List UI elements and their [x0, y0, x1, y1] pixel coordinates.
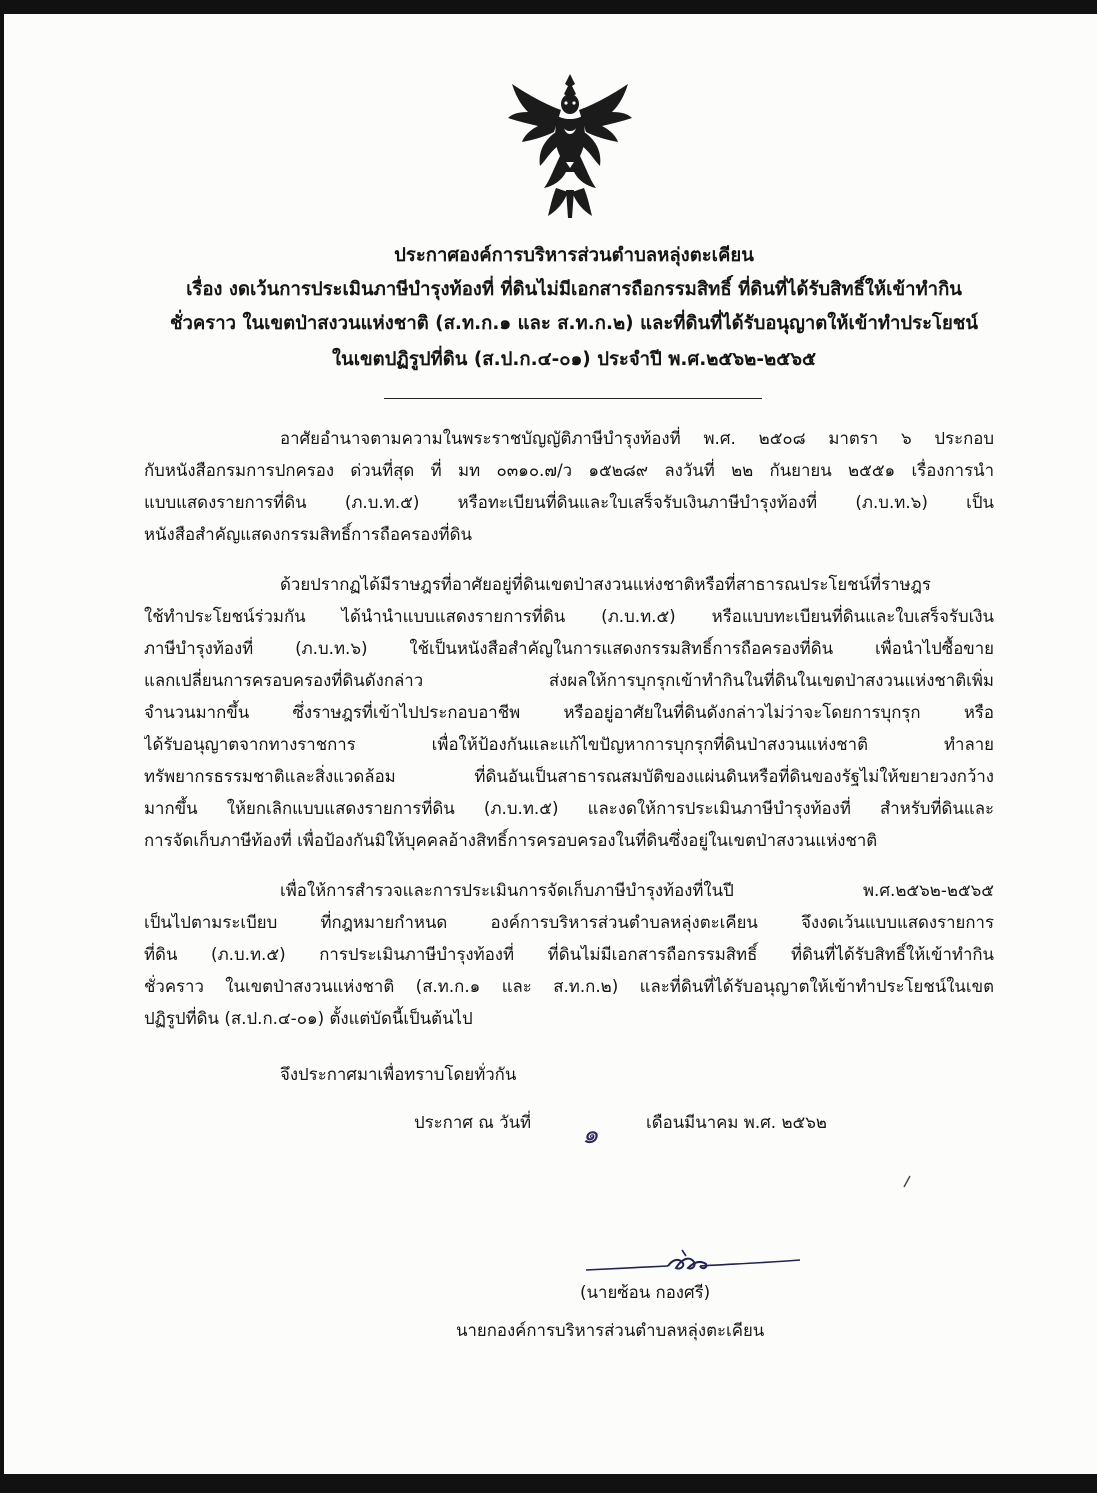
paragraph-3-line: ชั่วคราว ในเขตป่าสงวนแห่งชาติ (ส.ท.ก.๑ และ ส.ท.ก.๒) และที่ดินที่ได้รับอนุญาตให้เข้าทำประโยชน์ในเขต [144, 976, 994, 996]
announcement-subject-line-2: ชั่วคราว ในเขตป่าสงวนแห่งชาติ (ส.ท.ก.๑ และ ส.ท.ก.๒) และที่ดินที่ได้รับอนุญาตให้เข้าทำประโยชน์ [169, 313, 979, 334]
signer-name: (นายซ้อน กองศรี) [580, 1282, 711, 1302]
paragraph-2-line: แลกเปลี่ยนการครอบครองที่ดินดังกล่าว ส่งผลให้การบุกรุกเข้าทำกินในที่ดินในเขตป่าสงวนแห่งชาติเพิ่ม [144, 670, 994, 690]
paragraph-3-line: ปฏิรูปที่ดิน (ส.ป.ก.๔-๐๑) ตั้งแต่บัดนี้เป็นต้นไป [144, 1008, 473, 1028]
paragraph-3-line: เพื่อให้การสำรวจและการประเมินการจัดเก็บภาษีบำรุงท้องที่ในปี พ.ศ.๒๕๖๒-๒๕๖๕ [280, 880, 994, 900]
paragraph-2-line: จำนวนมากขึ้น ซึ่งราษฎรที่เข้าไปประกอบอาชีพ หรืออยู่อาศัยในที่ดินดังกล่าวไม่ว่าจะโดยการบุกรุก หรือ [144, 702, 994, 722]
paragraph-2-line: ทรัพยากรธรรมชาติและสิ่งแวดล้อม ที่ดินอันเป็นสาธารณสมบัติของแผ่นดินหรือที่ดินของรัฐไม่ให้ขยายวงกว้าง [144, 766, 994, 786]
paragraph-2-line: ด้วยปรากฏได้มีราษฎรที่อาศัยอยู่ที่ดินเขตป่าสงวนแห่งชาติหรือที่สาธารณประโยชน์ที่ราษฎร [280, 574, 931, 594]
announcement-title: ประกาศองค์การบริหารส่วนตำบลหลุ่งตะเคียน [394, 245, 754, 266]
paragraph-1-line: อาศัยอำนาจตามความในพระราชบัญญัติภาษีบำรุงท้องที่ พ.ศ. ๒๕๐๘ มาตรา ๖ ประกอบ [280, 428, 994, 448]
paragraph-2-line: การจัดเก็บภาษีท้องที่ เพื่อป้องกันมิให้บุคคลอ้างสิทธิ์การครอบครองในที่ดินซึ่งอยู่ในเขตป่าสงวนแห่งชาติ [144, 830, 878, 850]
paragraph-1-line: กับหนังสือกรมการปกครอง ด่วนที่สุด ที่ มท ๐๓๑๐.๗/ว ๑๕๒๘๙ ลงวันที่ ๒๒ กันยายน ๒๕๕๑ เรื่องการนำ [144, 460, 994, 480]
paragraph-3-line: ที่ดิน (ภ.บ.ท.๕) การประเมินภาษีบำรุงท้องที่ ที่ดินไม่มีเอกสารถือกรรมสิทธิ์ ที่ดินที่ได้รับสิทธิ์ให้เข้าทำกิน [144, 944, 994, 964]
announcement-subject-line-1: เรื่อง งดเว้นการประเมินภาษีบำรุงท้องที่ ที่ดินไม่มีเอกสารถือกรรมสิทธิ์ ที่ดินที่ได้รับสิทธิ์ให้เข้าทำกิน [186, 279, 962, 300]
paragraph-1-line: แบบแสดงรายการที่ดิน (ภ.บ.ท.๕) หรือทะเบียนที่ดินและใบเสร็จรับเงินภาษีบำรุงท้องที่ (ภ.บ.ท.๖) เป็น [144, 492, 994, 512]
paragraph-2-line: มากขึ้น ให้ยกเลิกแบบแสดงรายการที่ดิน (ภ.บ.ท.๕) และงดให้การประเมินภาษีบำรุงท้องที่ สำหรับที่ดินและ [144, 798, 994, 818]
paragraph-2-line: ภาษีบำรุงท้องที่ (ภ.บ.ท.๖) ใช้เป็นหนังสือสำคัญในการแสดงกรรมสิทธิ์การถือครองที่ดิน เพื่อนำไปซื้อขาย [144, 638, 994, 658]
document-page [4, 14, 1097, 1474]
title-divider [384, 398, 762, 399]
date-day: ๑ [582, 1120, 599, 1150]
paragraph-3-line: เป็นไปตามระเบียบ ที่กฎหมายกำหนด องค์การบริหารส่วนตำบลหลุ่งตะเคียน จึงงดเว้นแบบแสดงรายการ [144, 912, 994, 932]
paragraph-2-line: ใช้ทำประโยชน์ร่วมกัน ได้นำนำแบบแสดงรายการที่ดิน (ภ.บ.ท.๕) หรือแบบทะเบียนที่ดินและใบเสร็จรับเงิน [144, 606, 994, 626]
paragraph-1-line: หนังสือสำคัญแสดงกรรมสิทธิ์การถือครองที่ดิน [144, 524, 472, 544]
pen-mark [902, 1174, 916, 1188]
announcement-subject-line-3: ในเขตปฏิรูปที่ดิน (ส.ป.ก.๔-๐๑) ประจำปี พ.ศ.๒๕๖๒-๒๕๖๕ [332, 349, 816, 370]
garuda-emblem-icon [504, 70, 636, 220]
closing-statement: จึงประกาศมาเพื่อทราบโดยทั่วกัน [280, 1064, 517, 1084]
date-prefix: ประกาศ ณ วันที่ [414, 1112, 532, 1132]
signer-position: นายกองค์การบริหารส่วนตำบลหลุ่งตะเคียน [456, 1320, 765, 1340]
date-month-year: เดือนมีนาคม พ.ศ. ๒๕๖๒ [646, 1112, 827, 1132]
paragraph-2-line: ได้รับอนุญาตจากทางราชการ เพื่อให้ป้องกันและแก้ไขปัญหาการบุกรุกที่ดินป่าสงวนแห่งชาติ ทำลาย [144, 734, 994, 754]
